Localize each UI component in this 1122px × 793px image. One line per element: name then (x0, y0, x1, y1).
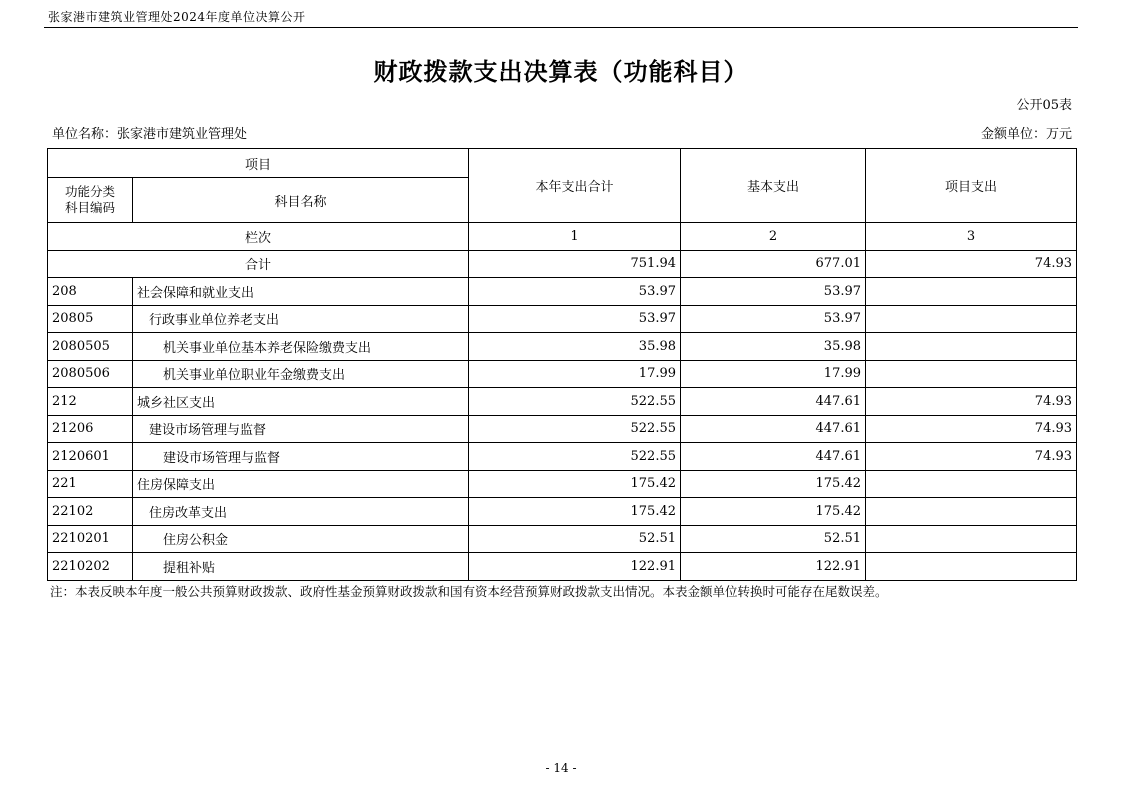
header-code: 功能分类 科目编码 (48, 178, 133, 223)
row-name: 社会保障和就业支出 (133, 278, 469, 306)
header-basic: 基本支出 (681, 149, 866, 223)
row-basic: 175.42 (681, 470, 866, 498)
row-basic: 175.42 (681, 498, 866, 526)
table-row (48, 388, 1077, 416)
row-total: 53.97 (469, 305, 681, 333)
row-project-expenditure (866, 498, 1077, 526)
expenditure-table (47, 148, 1077, 581)
row-project-expenditure (866, 525, 1077, 553)
row-name: 建设市场管理与监督 (133, 443, 469, 471)
column-index-3: 3 (866, 223, 1077, 251)
header-divider (44, 27, 1078, 28)
amount-unit: 金额单位：万元 (980, 127, 1072, 142)
table-row (48, 278, 1077, 306)
row-project-expenditure: 74.93 (866, 388, 1077, 416)
header-project: 项目 (48, 149, 469, 178)
sum-label: 合计 (48, 250, 469, 278)
row-name: 机关事业单位基本养老保险缴费支出 (133, 333, 469, 361)
header-total: 本年支出合计 (469, 149, 681, 223)
row-basic: 17.99 (681, 360, 866, 388)
row-name: 住房公积金 (133, 525, 469, 553)
row-basic: 447.61 (681, 415, 866, 443)
row-code: 221 (48, 470, 133, 498)
column-index-1: 1 (469, 223, 681, 251)
row-project-expenditure (866, 333, 1077, 361)
row-name: 行政事业单位养老支出 (133, 305, 469, 333)
row-code: 208 (48, 278, 133, 306)
row-name: 机关事业单位职业年金缴费支出 (133, 360, 469, 388)
column-index-label: 栏次 (48, 223, 469, 251)
row-basic: 52.51 (681, 525, 866, 553)
row-total: 522.55 (469, 443, 681, 471)
row-total: 175.42 (469, 498, 681, 526)
row-code: 2080505 (48, 333, 133, 361)
row-code: 2080506 (48, 360, 133, 388)
row-basic: 35.98 (681, 333, 866, 361)
table-row (48, 470, 1077, 498)
row-code: 2210201 (48, 525, 133, 553)
row-project-expenditure: 74.93 (866, 443, 1077, 471)
row-name: 建设市场管理与监督 (133, 415, 469, 443)
row-project-expenditure (866, 278, 1077, 306)
row-project-expenditure (866, 553, 1077, 581)
column-index-2: 2 (681, 223, 866, 251)
row-code: 21206 (48, 415, 133, 443)
sum-basic: 677.01 (681, 250, 866, 278)
row-total: 175.42 (469, 470, 681, 498)
row-code: 2210202 (48, 553, 133, 581)
table-row (48, 443, 1077, 471)
row-basic: 53.97 (681, 305, 866, 333)
row-basic: 447.61 (681, 388, 866, 416)
row-basic: 122.91 (681, 553, 866, 581)
table-number: 公开05表 (1016, 98, 1072, 113)
sum-project-expenditure: 74.93 (866, 250, 1077, 278)
row-name: 城乡社区支出 (133, 388, 469, 416)
row-name: 住房保障支出 (133, 470, 469, 498)
row-total: 35.98 (469, 333, 681, 361)
row-total: 522.55 (469, 388, 681, 416)
row-total: 53.97 (469, 278, 681, 306)
header-project-expenditure: 项目支出 (866, 149, 1077, 223)
row-project-expenditure (866, 305, 1077, 333)
row-total: 522.55 (469, 415, 681, 443)
table-row (48, 525, 1077, 553)
table-row (48, 553, 1077, 581)
row-code: 20805 (48, 305, 133, 333)
row-name: 住房改革支出 (133, 498, 469, 526)
table-row (48, 360, 1077, 388)
row-total: 122.91 (469, 553, 681, 581)
row-basic: 447.61 (681, 443, 866, 471)
row-code: 2120601 (48, 443, 133, 471)
row-basic: 53.97 (681, 278, 866, 306)
running-header: 张家港市建筑业管理处2024年度单位决算公开 (48, 10, 306, 24)
sum-total: 751.94 (469, 250, 681, 278)
row-project-expenditure: 74.93 (866, 415, 1077, 443)
row-project-expenditure (866, 360, 1077, 388)
unit-name: 单位名称：张家港市建筑业管理处 (52, 127, 248, 142)
row-name: 提租补贴 (133, 553, 469, 581)
table-row (48, 333, 1077, 361)
row-total: 17.99 (469, 360, 681, 388)
footnote: 注：本表反映本年度一般公共预算财政拨款、政府性基金预算财政拨款和国有资本经营预算财政拨款支出情况。本表金额单位转换时可能存在尾数误差。 (50, 584, 888, 599)
row-code: 212 (48, 388, 133, 416)
row-project-expenditure (866, 470, 1077, 498)
page-number: - 14 - (545, 761, 577, 775)
table-row (48, 415, 1077, 443)
page-title: 财政拨款支出决算表（功能科目） (373, 58, 749, 86)
table-row (48, 305, 1077, 333)
row-code: 22102 (48, 498, 133, 526)
row-total: 52.51 (469, 525, 681, 553)
table-row (48, 498, 1077, 526)
header-name: 科目名称 (133, 178, 469, 223)
